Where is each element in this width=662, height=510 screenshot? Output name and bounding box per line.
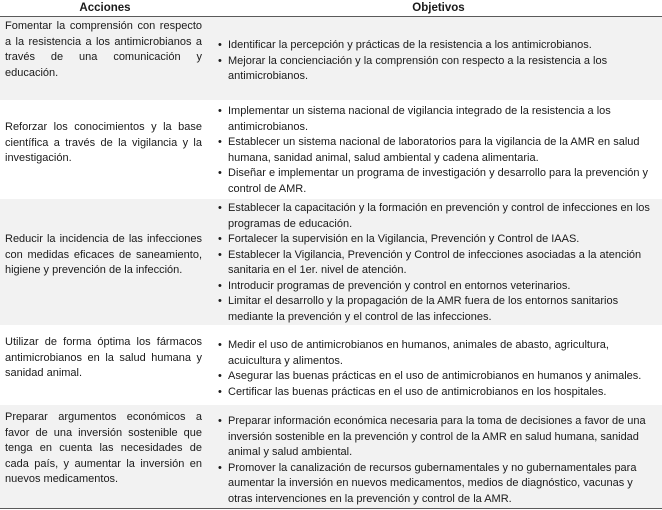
objetivo-item: • Certificar las buenas prácticas en el uso de antimicrobianos en los hospitales. xyxy=(218,385,654,401)
table-row-1 xyxy=(0,17,662,100)
objetivo-item: • Promover la canalización de recursos gubernamentales y no gubernamentales para aumentar la inversión en nuevos medicamentos, medios de diagnóstico, vacunas y otras intervenciones en la prevención y control de la AMR. xyxy=(218,461,637,505)
accion-cell: Fomentar la comprensión con respecto a la resistencia a los antimicrobianos a través de una comunicación y educación. xyxy=(5,20,202,79)
objetivos-list xyxy=(218,201,654,325)
objetivo-item: • Diseñar e implementar un programa de investigación y desarrollo para la prevención y control de AMR. xyxy=(218,167,649,195)
bullet-icon: • xyxy=(218,415,222,427)
bullet-icon: • xyxy=(218,461,222,474)
table-row-2 xyxy=(0,100,662,199)
bullet-icon: • xyxy=(218,105,222,117)
objetivo-item: • Establecer la Vigilancia, Prevención y Control de infecciones asociadas a la atención sanitaria en el 1er. nivel de atención. xyxy=(218,248,642,276)
objetivos-list xyxy=(218,104,654,197)
objetivo-item: • Mejorar la concienciación y la comprensión con respecto a la resistencia a los antimicrobianos. xyxy=(218,54,608,82)
table-row-4 xyxy=(0,325,662,405)
objetivo-item: • Implementar un sistema nacional de vigilancia integrado de la resistencia a los antimicrobianos. xyxy=(218,105,611,133)
bullet-icon: • xyxy=(218,233,222,245)
bullet-icon: • xyxy=(218,385,222,398)
bullet-icon: • xyxy=(218,202,222,214)
objetivo-item: • Identificar la percepción y prácticas de la resistencia a los antimicrobianos. xyxy=(218,38,654,54)
accion-cell: Reforzar los conocimientos y la base científica a través de la vigilancia y la investigación. xyxy=(5,121,202,164)
objetivos-list xyxy=(218,38,654,85)
objetivo-item: • Establecer un sistema nacional de laboratorios para la vigilancia de la AMR en salud humana, sanidad animal, salud ambiental y cadena alimentaria. xyxy=(218,136,640,164)
bullet-icon: • xyxy=(218,295,222,307)
bullet-icon: • xyxy=(218,54,222,67)
table-header xyxy=(0,0,662,17)
objetivo-item: • Asegurar las buenas prácticas en el uso de antimicrobianos en humanos y animales. xyxy=(218,369,654,385)
objetivo-item: • Medir el uso de antimicrobianos en humanos, animales de abasto, agricultura, acuicultura y alimentos. xyxy=(218,339,609,367)
table-bottom-border xyxy=(0,508,662,509)
table-row-3 xyxy=(0,199,662,325)
bullet-icon: • xyxy=(218,339,222,351)
bullet-icon: • xyxy=(218,370,222,382)
objetivo-item: • Establecer la capacitación y la formación en prevención y control de infecciones en los programas de educación. xyxy=(218,202,650,230)
accion-cell: Preparar argumentos económicos a favor de una inversión sostenible que tenga en cuenta las necesidades de cada país, y aumentar la inversión en nuevos medicamentos. xyxy=(5,411,202,485)
bullet-icon: • xyxy=(218,167,222,179)
header-acciones: Acciones xyxy=(79,2,131,14)
bullet-icon: • xyxy=(218,39,222,51)
bullet-icon: • xyxy=(218,136,222,148)
bullet-icon: • xyxy=(218,279,222,292)
header-objetivos: Objetivos xyxy=(412,2,465,14)
objetivo-item: • Preparar información económica necesaria para la toma de decisiones a favor de una inversión sostenible en la prevención y control de la AMR en salud humana, sanidad animal y salud ambiental. xyxy=(218,415,646,458)
bullet-icon: • xyxy=(218,248,222,261)
objetivos-list xyxy=(218,338,654,400)
accion-cell: Utilizar de forma óptima los fármacos antimicrobianos en la salud humana y sanidad animal. xyxy=(5,336,202,379)
objetivo-item: • Limitar el desarrollo y la propagación de la AMR fuera de los entornos sanitarios mediante la prevención y el control de las infecciones. xyxy=(218,295,619,323)
accion-cell: Reducir la incidencia de las infecciones con medidas eficaces de saneamiento, higiene y prevención de la infección. xyxy=(5,233,202,276)
table-row-5 xyxy=(0,405,662,508)
objetivo-item: • Fortalecer la supervisión en la Vigilancia, Prevención y Control de IAAS. xyxy=(218,232,654,248)
objetivo-item: • Introducir programas de prevención y control en entornos veterinarios. xyxy=(218,279,654,295)
objetivos-list xyxy=(218,414,654,507)
